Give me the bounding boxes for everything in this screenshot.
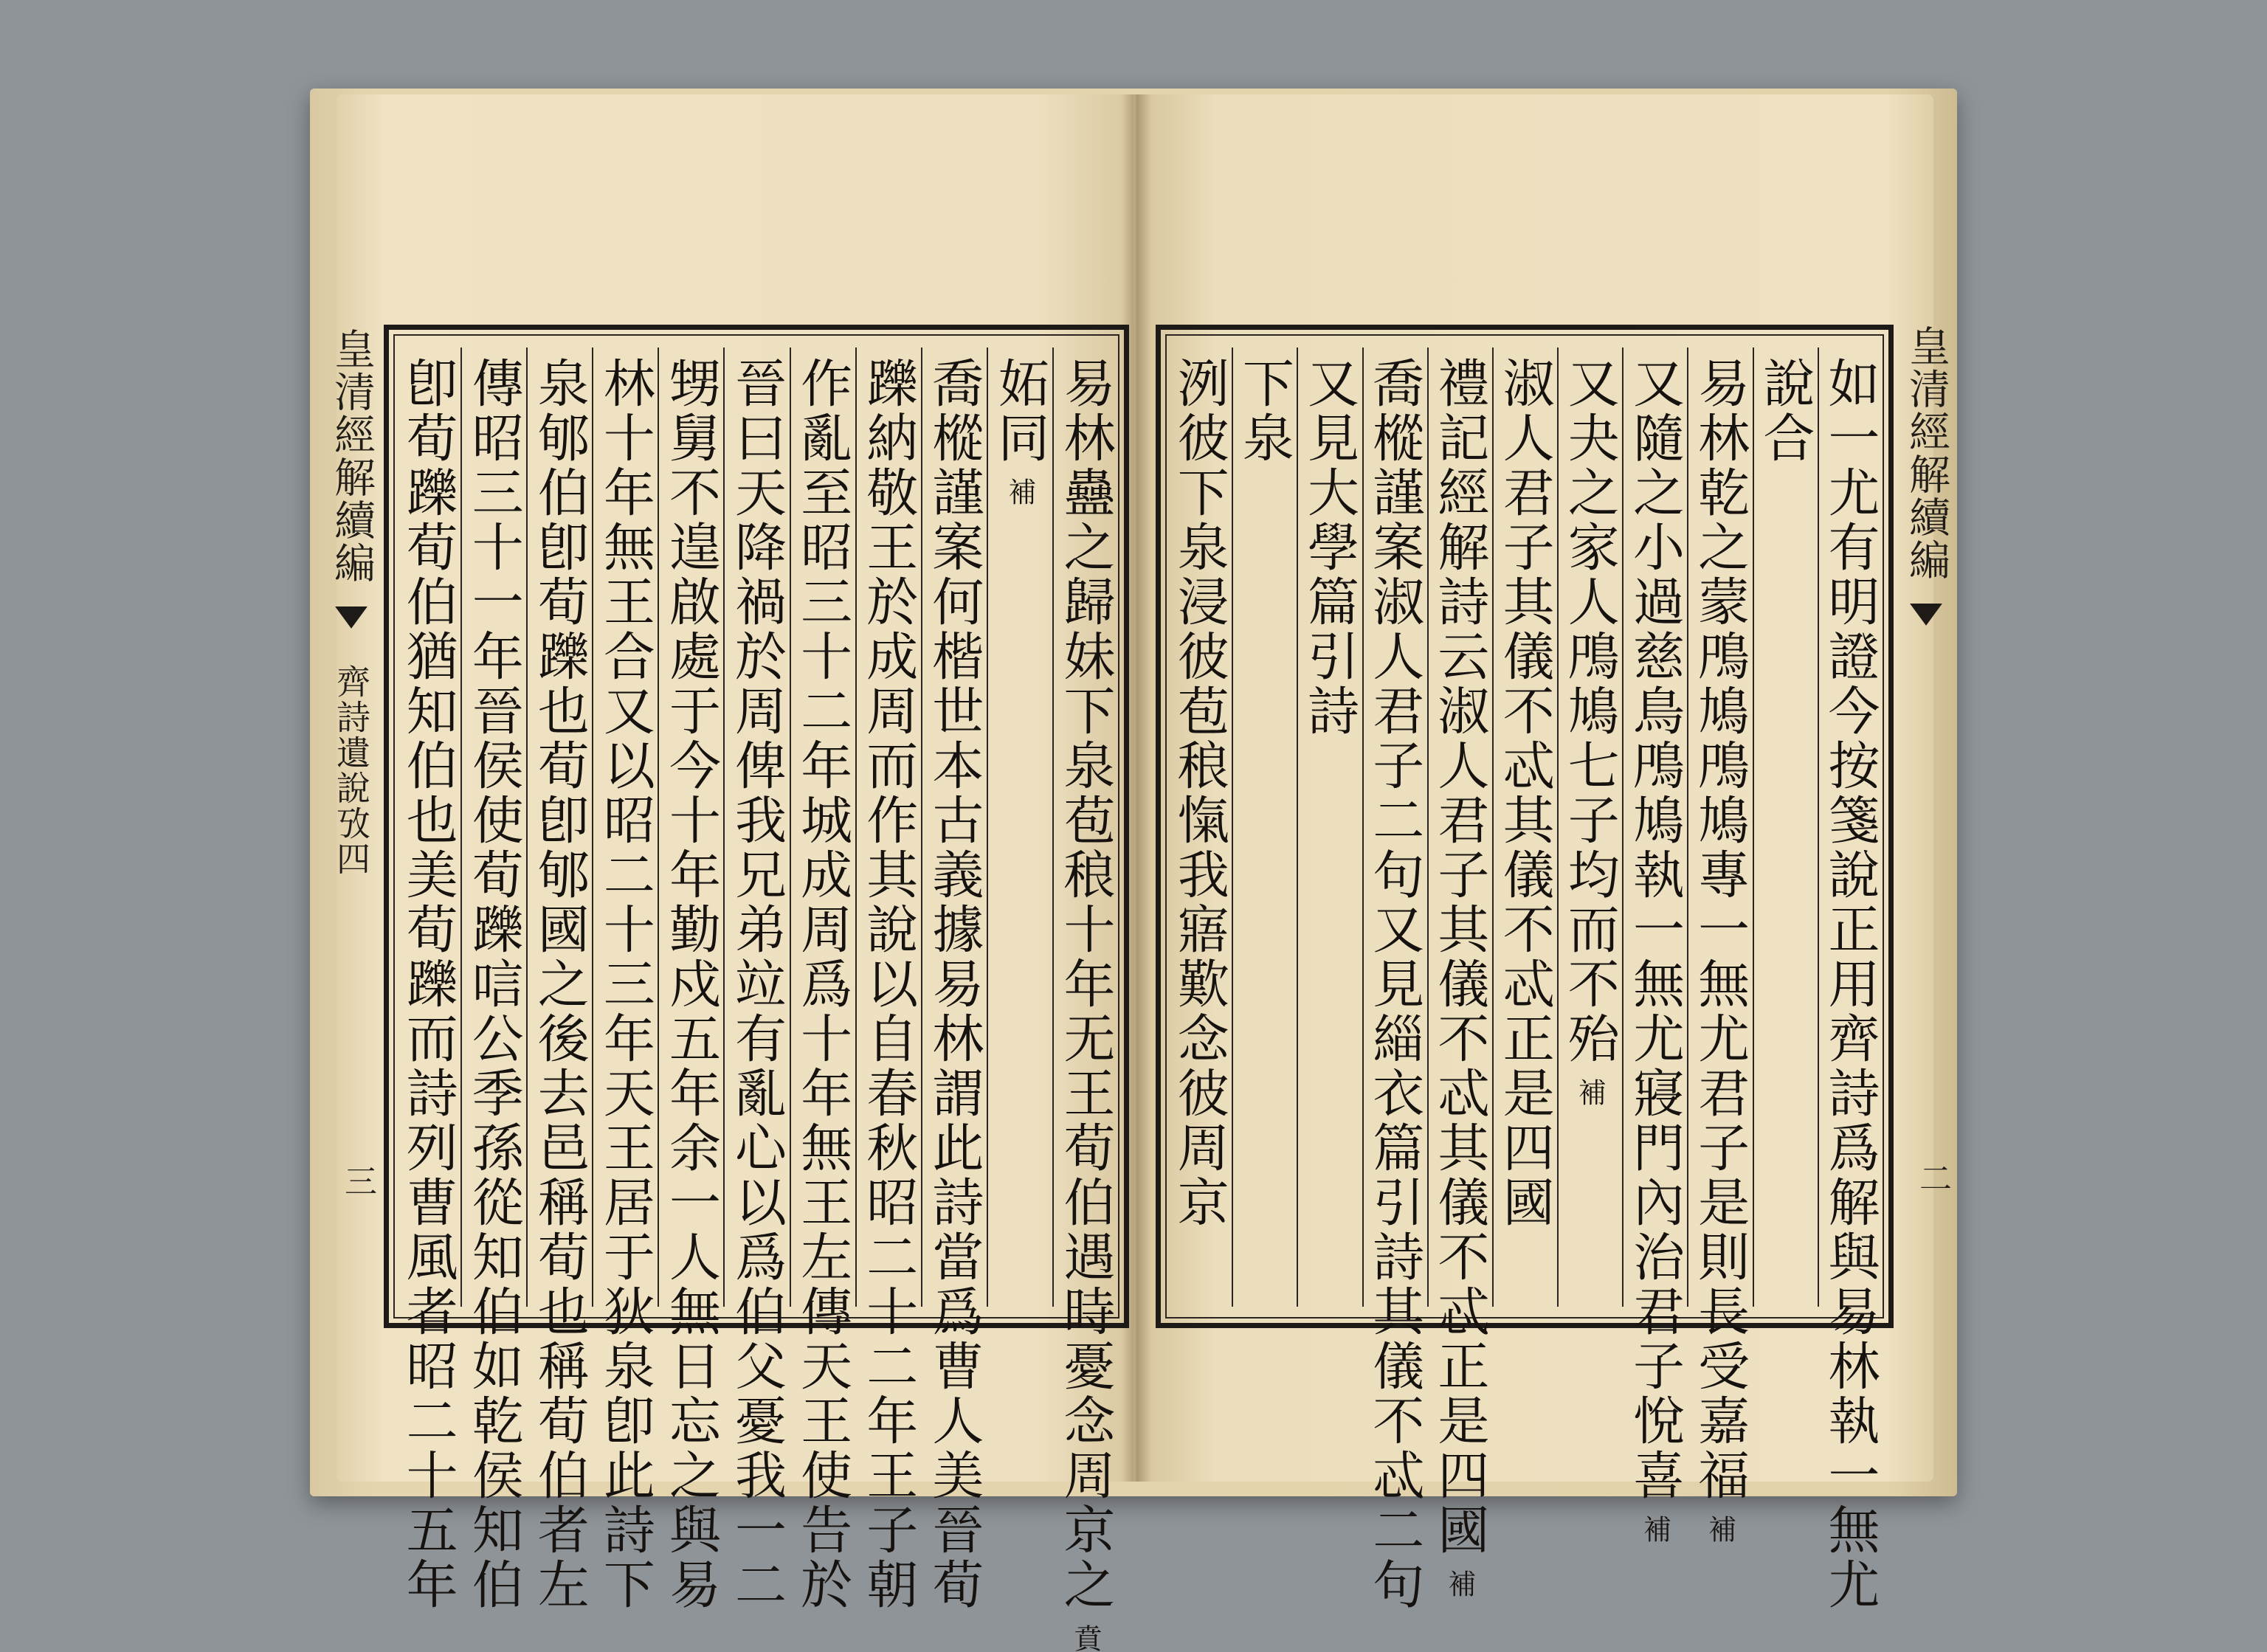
text-column	[987, 348, 1052, 1307]
right-text-frame	[1156, 325, 1894, 1612]
text-column	[1753, 348, 1818, 1307]
right-page-number: 二	[1914, 1161, 1951, 1195]
column-text: 晉曰天降禍於周俾我兄弟竝有亂心以爲伯父憂我一二	[726, 356, 787, 1612]
text-column	[1492, 348, 1557, 1307]
column-text: 如一尤有明證今按箋說正用齊詩爲解與易林執一無尤	[1820, 356, 1880, 1612]
column-text: 淑人君子其儀不忒其儀不忒正是四國	[1494, 356, 1556, 1230]
column-text: 又夬之家人鳲鳩七子均而不殆	[1559, 356, 1621, 1066]
text-column	[1557, 348, 1622, 1307]
column-text: 禮記經解詩云淑人君子其儀不忒其儀不忒正是四國	[1429, 356, 1490, 1558]
left-page-number: 三	[339, 1164, 376, 1198]
left-text-frame	[384, 325, 1129, 1652]
left-fold-title: 皇清經解續編	[328, 328, 376, 584]
text-column	[526, 348, 592, 1612]
column-text: 喬樅謹案淑人君子二句又見緇衣篇引詩其儀不忒二句	[1364, 356, 1425, 1612]
text-column	[460, 348, 526, 1612]
column-note: 補	[1703, 1515, 1736, 1543]
column-text: 又見大學篇引詩	[1299, 356, 1360, 739]
column-text: 妬同	[989, 356, 1050, 466]
text-column	[1687, 348, 1752, 1543]
text-column	[1427, 348, 1492, 1597]
left-text-area	[393, 334, 1119, 1652]
text-column	[1167, 348, 1232, 1307]
column-text: 又隨之小過慈鳥鳲鳩執一無尤寢門內治君子悅喜	[1624, 356, 1685, 1503]
column-text: 林十年無王合又以昭二十三年天王居于狄泉卽此詩下	[595, 356, 656, 1612]
text-column	[1362, 348, 1427, 1612]
column-note: 補	[1573, 1078, 1607, 1106]
column-text: 卽荀躒荀伯猶知伯也美荀躒而詩列曹風者昭二十五年	[398, 356, 459, 1612]
text-column	[1232, 348, 1297, 1307]
text-column	[855, 348, 921, 1612]
text-column	[592, 348, 658, 1612]
text-column	[723, 348, 789, 1612]
text-column	[1297, 348, 1362, 1307]
column-text: 泉郇伯卽荀躒也荀卽郇國之後去邑稱荀也稱荀伯者左	[529, 356, 590, 1612]
column-text: 躒納敬王於成周而作其說以自春秋昭二十二年王子朝	[858, 356, 919, 1612]
text-column	[921, 348, 987, 1612]
column-note: 補	[1638, 1515, 1671, 1543]
column-text: 易林蠱之歸妹下泉苞稂十年无王荀伯遇時憂念周京之	[1055, 356, 1116, 1612]
text-column	[658, 348, 723, 1612]
fish-tail-mark-icon	[335, 606, 368, 629]
right-fold-title: 皇清經解續編	[1902, 325, 1950, 581]
column-text: 易林乾之蒙鳲鳩鳲鳩專一無尤君子是則長受嘉福	[1689, 356, 1750, 1503]
left-fold-subtitle: 齊詩遺說攷四	[331, 663, 371, 877]
text-column	[1052, 348, 1118, 1652]
column-text: 作亂至昭三十二年城成周爲十年無王左傳天王使告於	[792, 356, 853, 1612]
column-note: 補	[1443, 1569, 1476, 1597]
text-column	[790, 348, 855, 1612]
text-column	[1818, 348, 1883, 1612]
column-text: 甥舅不遑啟處于今十年勤戍五年余一人無日忘之與易	[660, 356, 722, 1612]
left-fold-column	[307, 325, 381, 1331]
column-note: 補	[1003, 477, 1036, 505]
text-column	[395, 348, 460, 1612]
column-text: 下泉	[1234, 356, 1295, 466]
column-text: 洌彼下泉浸彼苞稂愾我寤歎念彼周京	[1169, 356, 1230, 1230]
fish-tail-mark-icon	[1910, 604, 1942, 626]
column-text: 喬樅謹案何楷世本古義據易林謂此詩當爲曹人美晉荀	[923, 356, 984, 1612]
column-text: 說合	[1754, 356, 1815, 466]
right-text-area	[1165, 334, 1884, 1612]
column-note: 賁	[1069, 1624, 1102, 1652]
right-fold-column	[1897, 325, 1956, 1328]
column-text: 傳昭三十一年晉侯使荀躒唁公季孫從知伯如乾侯知伯	[463, 356, 525, 1612]
text-column	[1622, 348, 1687, 1543]
